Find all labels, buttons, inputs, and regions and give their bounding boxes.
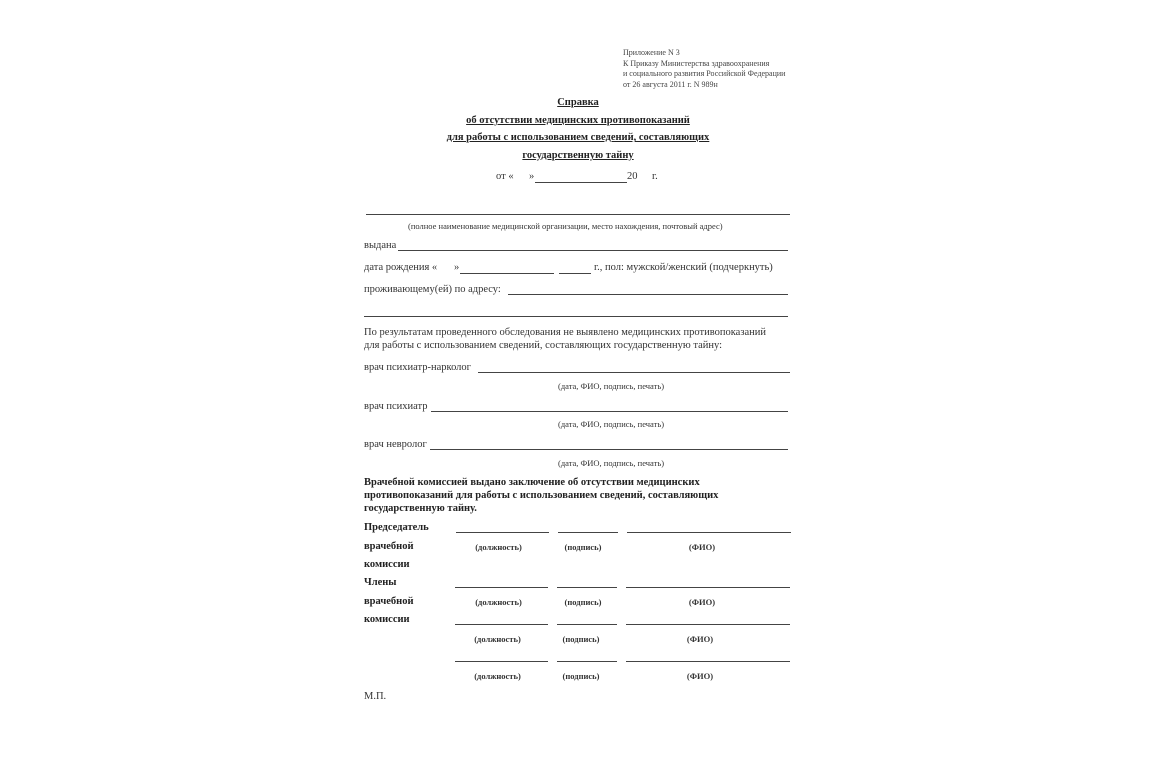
birth-year-line[interactable]: [559, 273, 591, 274]
chairman-label: комиссии: [364, 559, 410, 570]
position-line[interactable]: [456, 532, 549, 533]
commission-line: Врачебной комиссией выдано заключение об отсутствии медицинских: [364, 477, 700, 488]
position-line[interactable]: [455, 587, 548, 588]
appendix-line: Приложение N 3: [623, 48, 680, 57]
signature-line[interactable]: [557, 661, 617, 662]
doctor-label: врач психиатр-нарколог: [364, 362, 471, 373]
signature-line[interactable]: [558, 532, 618, 533]
address-line[interactable]: [508, 294, 788, 295]
signature-line[interactable]: [557, 624, 617, 625]
doctor-signature-line[interactable]: [478, 372, 790, 373]
signature-caption: (подпись): [562, 634, 600, 644]
signature-caption: (подпись): [564, 542, 602, 552]
position-line[interactable]: [455, 624, 548, 625]
position-caption: (должность): [475, 597, 522, 607]
name-line[interactable]: [627, 532, 791, 533]
doctor-signature-line[interactable]: [430, 449, 788, 450]
name-line[interactable]: [626, 624, 790, 625]
title-line: для работы с использованием сведений, составляющих: [446, 132, 710, 143]
chairman-label: врачебной: [364, 541, 414, 552]
stamp-place: М.П.: [364, 691, 387, 702]
result-line: для работы с использованием сведений, составляющих государственную тайну:: [364, 340, 723, 351]
signature-caption: (подпись): [564, 597, 602, 607]
members-label: Члены: [364, 577, 397, 588]
doctor-caption: (дата, ФИО, подпись, печать): [558, 381, 665, 391]
chairman-label: Председатель: [364, 522, 429, 533]
name-line[interactable]: [626, 661, 790, 662]
position-caption: (должность): [474, 671, 521, 681]
doctor-label: врач психиатр: [364, 401, 428, 412]
name-caption: (ФИО): [688, 597, 716, 607]
title-line: Справка: [557, 97, 599, 108]
birth-mid: »: [454, 262, 460, 273]
doctor-signature-line[interactable]: [431, 411, 788, 412]
appendix-line: от 26 августа 2011 г. N 989н: [623, 79, 718, 89]
organization-line[interactable]: [366, 214, 790, 215]
name-caption: (ФИО): [688, 542, 716, 552]
birth-label: дата рождения «: [364, 262, 438, 273]
members-label: врачебной: [364, 596, 414, 607]
signature-caption: (подпись): [562, 671, 600, 681]
name-caption: (ФИО): [686, 671, 714, 681]
appendix-block: [623, 48, 785, 90]
date-month-line[interactable]: [535, 182, 627, 183]
position-caption: (должность): [475, 542, 522, 552]
doctor-caption: (дата, ФИО, подпись, печать): [558, 458, 665, 468]
date-mid: »: [529, 171, 535, 182]
date-suffix: г.: [652, 171, 658, 182]
commission-line: противопоказаний для работы с использованием сведений, составляющих: [364, 490, 719, 501]
name-line[interactable]: [626, 587, 790, 588]
title-line: государственную тайну: [522, 150, 634, 161]
issued-label: выдана: [364, 240, 397, 251]
birth-suffix: г., пол: мужской/женский (подчеркнуть): [594, 262, 773, 273]
members-label: комиссии: [364, 614, 410, 625]
position-line[interactable]: [455, 661, 548, 662]
position-caption: (должность): [474, 634, 521, 644]
organization-caption: (полное наименование медицинской организации, место нахождения, почтовый адрес): [408, 221, 723, 231]
doctor-caption: (дата, ФИО, подпись, печать): [558, 419, 665, 429]
commission-line: государственную тайну.: [364, 503, 477, 514]
name-caption: (ФИО): [686, 634, 714, 644]
birth-month-line[interactable]: [460, 273, 554, 274]
address-label: проживающему(ей) по адресу:: [364, 284, 501, 295]
address-line-2[interactable]: [364, 316, 788, 317]
date-prefix: от «: [496, 171, 514, 182]
appendix-line: и социального развития Российской Федерации: [623, 69, 786, 78]
appendix-line: К Приказу Министерства здравоохранения: [623, 58, 770, 68]
signature-line[interactable]: [557, 587, 617, 588]
date-year: 20: [627, 171, 638, 182]
title-line: об отсутствии медицинских противопоказаний: [466, 115, 690, 126]
issued-line[interactable]: [398, 250, 788, 251]
doctor-label: врач невролог: [364, 439, 427, 450]
result-line: По результатам проведенного обследования не выявлено медицинских противопоказаний: [364, 327, 766, 338]
